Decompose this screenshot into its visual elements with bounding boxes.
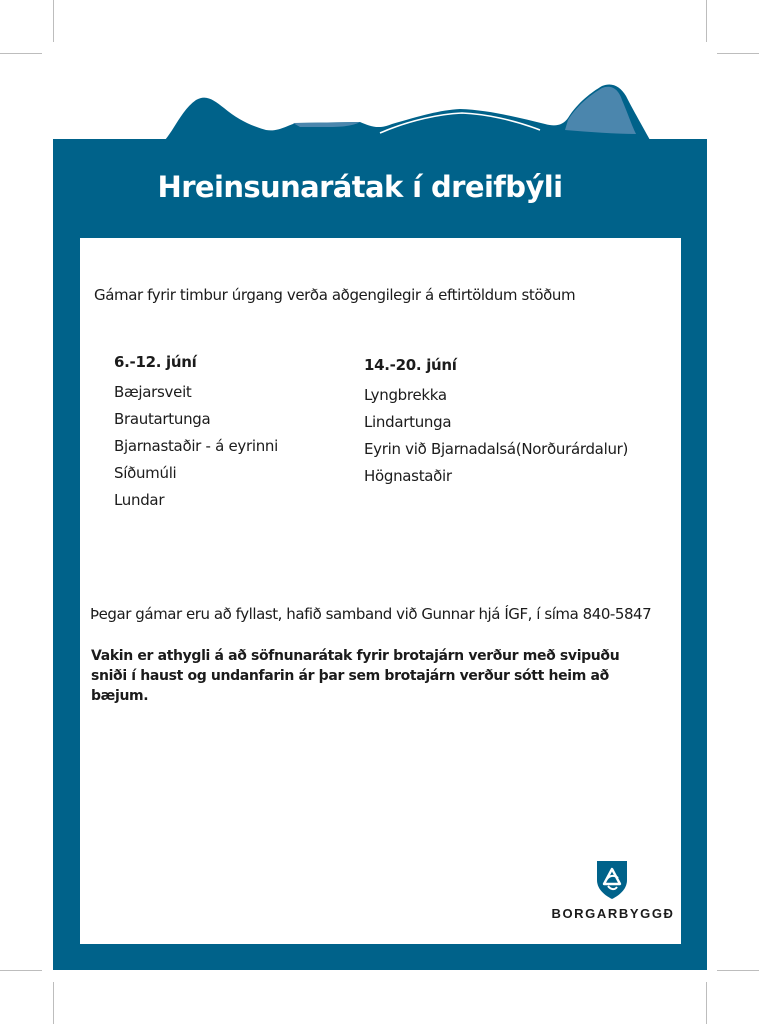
content-panel	[80, 238, 681, 944]
contact-info: Þegar gámar eru að fyllast, hafið samband við Gunnar hjá ÍGF, í síma 840-5847	[90, 605, 652, 623]
location-item: Lyngbrekka	[364, 386, 447, 404]
location-item: Brautartunga	[114, 410, 211, 428]
notice-text: Vakin er athygli á að söfnunarátak fyrir brotajárn verður með svipuðu sniði í haust og undanfarin ár þar sem brotajárn verður sótt heim að bæjum.	[91, 648, 620, 704]
borgarbyggd-logo	[551, 860, 675, 926]
page-title: Hreinsunarátak í dreifbýli	[157, 170, 563, 204]
intro-text: Gámar fyrir timbur úrgang verða aðgengilegir á eftirtöldum stöðum	[94, 286, 576, 304]
location-item: Síðumúli	[114, 464, 177, 482]
crop-mark	[0, 970, 42, 971]
logo-text: BORGARBYGGÐ	[551, 906, 675, 921]
schedule-column	[364, 355, 628, 490]
schedule-column	[114, 352, 278, 514]
location-item: Lundar	[114, 491, 165, 509]
period-heading: 14.-20. júní	[364, 356, 457, 374]
period-heading: 6.-12. júní	[114, 353, 197, 371]
location-item: Lindartunga	[364, 413, 452, 431]
crop-mark	[53, 982, 54, 1024]
location-item: Bjarnastaðir - á eyrinni	[114, 437, 278, 455]
crop-mark	[706, 982, 707, 1024]
borgarbyggd-shield-icon	[596, 860, 628, 900]
location-item: Högnastaðir	[364, 467, 452, 485]
location-item: Eyrin við Bjarnadalsá(Norðurárdalur)	[364, 440, 629, 458]
location-item: Bæjarsveit	[114, 383, 192, 401]
crop-mark	[717, 970, 759, 971]
mountain-silhouette-illustration	[0, 0, 759, 145]
